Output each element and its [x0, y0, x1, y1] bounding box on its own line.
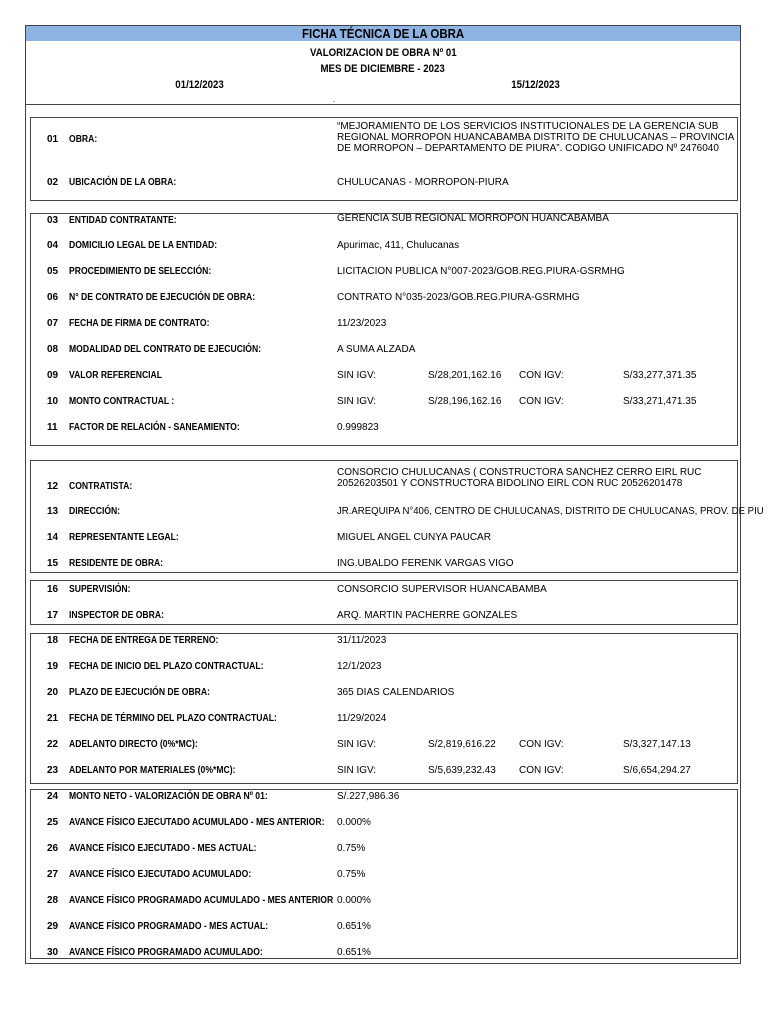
row-value: CHULUCANAS - MORROPON-PIURA [337, 177, 509, 188]
row-01 [31, 121, 737, 157]
row-label: DOMICILIO LEGAL DE LA ENTIDAD: [69, 240, 218, 251]
row-number: 08 [47, 344, 59, 355]
row-label: AVANCE FÍSICO PROGRAMADO ACUMULADO - MES ANTERIOR [69, 895, 334, 906]
row-label: INSPECTOR DE OBRA: [69, 610, 164, 621]
row-value: CONSORCIO SUPERVISOR HUANCABAMBA [337, 584, 547, 595]
row-number: 01 [47, 134, 59, 145]
row-label: ENTIDAD CONTRATANTE: [69, 215, 177, 226]
row-label: OBRA: [69, 134, 98, 145]
sin-igv-value: S/28,196,162.16 [428, 396, 502, 407]
row-label: VALOR REFERENCIAL [69, 370, 163, 381]
section-supervision [30, 580, 738, 625]
row-number: 09 [47, 370, 59, 381]
sin-igv-value: S/28,201,162.16 [428, 370, 502, 381]
row-value: MIGUEL ANGEL CUNYA PAUCAR [337, 532, 491, 543]
sin-igv-value: S/2,819,616.22 [428, 739, 496, 750]
row-label: FECHA DE ENTREGA DE TERRENO: [69, 635, 219, 646]
sin-igv-label: SIN IGV: [337, 396, 377, 407]
row-number: 25 [47, 817, 59, 828]
row-number: 16 [47, 584, 59, 595]
row-number: 27 [47, 869, 59, 880]
row-label: SUPERVISIÓN: [69, 584, 131, 595]
row-label: FACTOR DE RELACIÓN - SANEAMIENTO: [69, 422, 240, 433]
row-label: AVANCE FÍSICO EJECUTADO ACUMULADO - MES ANTERIOR: [69, 817, 325, 828]
row-number: 07 [47, 318, 59, 329]
sin-igv-value: S/5,639,232.43 [428, 765, 496, 776]
row-label: AVANCE FÍSICO PROGRAMADO - MES ACTUAL: [69, 921, 269, 932]
row-number: 03 [47, 215, 59, 226]
row-label: DIRECCIÓN: [69, 506, 121, 517]
row-value: 0.000% [337, 817, 371, 828]
row-number: 20 [47, 687, 59, 698]
row-number: 22 [47, 739, 59, 750]
row-label: ADELANTO POR MATERIALES (0%*MC): [69, 765, 236, 776]
row-12 [31, 467, 737, 491]
row-number: 06 [47, 292, 59, 303]
row-number: 28 [47, 895, 59, 906]
row-value: “MEJORAMIENTO DE LOS SERVICIOS INSTITUCIONALES DE LA GERENCIA SUB REGIONAL MORROPON HUANCABAMBA DISTRITO DE CHULUCANAS – PROVINCIA DE MORROPON – DEPARTAMENTO DE PIURA”. CODIGO UNIFICADO Nº 2476040 [337, 121, 734, 154]
row-value: 365 DIAS CALENDARIOS [337, 687, 455, 698]
row-number: 14 [47, 532, 59, 543]
document-title: FICHA TÉCNICA DE LA OBRA [26, 26, 740, 41]
section-project [30, 117, 738, 201]
row-label: FECHA DE TÉRMINO DEL PLAZO CONTRACTUAL: [69, 713, 277, 724]
con-igv-label: CON IGV: [519, 765, 564, 776]
row-number: 23 [47, 765, 59, 776]
row-label: AVANCE FÍSICO EJECUTADO - MES ACTUAL: [69, 843, 257, 854]
row-value: CONSORCIO CHULUCANAS ( CONSTRUCTORA SANCHEZ CERRO EIRL RUC 20526203501 Y CONSTRUCTORA BIDOLINO EIRL CON RUC 20526201478 [337, 467, 702, 489]
section-contract [30, 213, 738, 446]
sin-igv-label: SIN IGV: [337, 765, 377, 776]
row-number: 24 [47, 791, 59, 802]
row-value: S/.227,986.36 [337, 791, 400, 802]
row-label: PROCEDIMIENTO DE SELECCIÓN: [69, 266, 212, 277]
row-value: GERENCIA SUB REGIONAL MORROPON HUANCABAMBA [337, 213, 609, 224]
row-value: Apurimac, 411, Chulucanas [337, 240, 460, 251]
con-igv-label: CON IGV: [519, 370, 564, 381]
section-progress [30, 789, 738, 959]
row-value: 0.000% [337, 895, 371, 906]
row-number: 26 [47, 843, 59, 854]
row-label: CONTRATISTA: [69, 481, 133, 492]
con-igv-value: S/6,654,294.27 [623, 765, 691, 776]
row-value: 0.999823 [337, 422, 379, 433]
con-igv-value: S/33,271,471.35 [623, 396, 697, 407]
row-label: FECHA DE INICIO DEL PLAZO CONTRACTUAL: [69, 661, 264, 672]
con-igv-value: S/33,277,371.35 [623, 370, 697, 381]
row-number: 18 [47, 635, 59, 646]
row-number: 11 [47, 422, 58, 433]
row-value: ARQ. MARTIN PACHERRE GONZALES [337, 610, 518, 621]
row-number: 17 [47, 610, 59, 621]
row-value: 0.75% [337, 869, 366, 880]
row-label: MONTO NETO - VALORIZACIÓN DE OBRA Nº 01: [69, 791, 268, 802]
row-value: 0.651% [337, 921, 371, 932]
row-number: 30 [47, 947, 59, 958]
row-value: LICITACION PUBLICA N°007-2023/GOB.REG.PIURA-GSRMHG [337, 266, 625, 277]
row-label: AVANCE FÍSICO EJECUTADO ACUMULADO: [69, 869, 252, 880]
row-label: REPRESENTANTE LEGAL: [69, 532, 179, 543]
con-igv-value: S/3,327,147.13 [623, 739, 691, 750]
row-value: 31/11/2023 [337, 635, 387, 646]
row-value: A SUMA ALZADA [337, 344, 416, 355]
valuation-month: MES DE DICIEMBRE - 2023 [320, 63, 446, 75]
sin-igv-label: SIN IGV: [337, 739, 377, 750]
row-number: 02 [47, 177, 59, 188]
row-value: ING.UBALDO FERENK VARGAS VIGO [337, 558, 514, 569]
con-igv-label: CON IGV: [519, 396, 564, 407]
period-start-date: 01/12/2023 [175, 79, 224, 91]
con-igv-label: CON IGV: [519, 739, 564, 750]
row-number: 13 [47, 506, 59, 517]
separator-dot: . [333, 95, 336, 104]
row-number: 29 [47, 921, 59, 932]
row-number: 04 [47, 240, 59, 251]
row-value: 11/29/2024 [337, 713, 387, 724]
row-value: CONTRATO N°035-2023/GOB.REG.PIURA-GSRMHG [337, 292, 580, 303]
row-label: N° DE CONTRATO DE EJECUCIÓN DE OBRA: [69, 292, 256, 303]
row-number: 19 [47, 661, 59, 672]
row-label: MODALIDAD DEL CONTRATO DE EJECUCIÓN: [69, 344, 262, 355]
section-contractor [30, 460, 764, 573]
header-divider [26, 104, 740, 105]
row-label: MONTO CONTRACTUAL : [69, 396, 175, 407]
row-number: 12 [47, 481, 59, 492]
row-number: 10 [47, 396, 59, 407]
row-value: 0.75% [337, 843, 366, 854]
sin-igv-label: SIN IGV: [337, 370, 377, 381]
period-end-date: 15/12/2023 [511, 79, 560, 91]
technical-sheet [25, 25, 764, 964]
row-number: 05 [47, 266, 59, 277]
row-value: 12/1/2023 [337, 661, 382, 672]
row-number: 21 [47, 713, 59, 724]
valuation-number: VALORIZACION DE OBRA Nº 01 [309, 47, 457, 59]
row-label: PLAZO DE EJECUCIÓN DE OBRA: [69, 687, 210, 698]
row-value: 0.651% [337, 947, 371, 958]
section-schedule [30, 633, 738, 784]
row-label: UBICACIÓN DE LA OBRA: [69, 177, 177, 188]
row-label: ADELANTO DIRECTO (0%*MC): [69, 739, 198, 750]
row-label: RESIDENTE DE OBRA: [69, 558, 164, 569]
row-label: AVANCE FÍSICO PROGRAMADO ACUMULADO: [69, 947, 263, 958]
row-value: 11/23/2023 [337, 318, 387, 329]
row-label: FECHA DE FIRMA DE CONTRATO: [69, 318, 210, 329]
row-value: JR.AREQUIPA N°406, CENTRO DE CHULUCANAS, DISTRITO DE CHULUCANAS, PROV. DE PIU [337, 506, 764, 517]
row-number: 15 [47, 558, 59, 569]
